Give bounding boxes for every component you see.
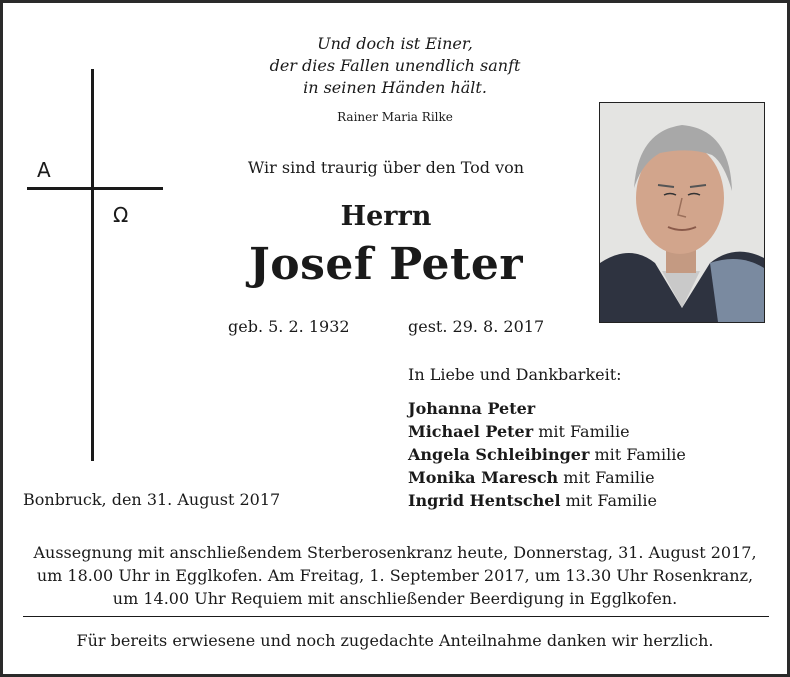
birth-date: geb. 5. 2. 1932 bbox=[228, 317, 350, 336]
salutation: Herrn bbox=[340, 201, 432, 232]
place-and-date: Bonbruck, den 31. August 2017 bbox=[23, 490, 281, 509]
service-line-1: Aussegnung mit anschließendem Sterberosenkranz heute, Donnerstag, 31. August 2017, bbox=[33, 543, 757, 562]
list-item: Ingrid Hentschel mit Familie bbox=[408, 491, 657, 510]
service-info bbox=[3, 541, 787, 610]
service-line-2: um 18.00 Uhr in Egglkofen. Am Freitag, 1. September 2017, um 13.30 Uhr Rosenkranz, bbox=[36, 566, 754, 585]
closing-thanks: Für bereits erwiesene und noch zugedachte Anteilnahme danken wir herzlich. bbox=[76, 631, 714, 650]
list-item: Johanna Peter bbox=[408, 399, 536, 418]
death-date: gest. 29. 8. 2017 bbox=[408, 317, 545, 336]
portrait-illustration bbox=[600, 103, 764, 322]
portrait-photo bbox=[599, 102, 765, 323]
quote-author: Rainer Maria Rilke bbox=[337, 110, 453, 124]
alpha-symbol: A bbox=[37, 158, 51, 182]
cross-bar bbox=[27, 187, 163, 190]
quote-line-1: Und doch ist Einer, bbox=[317, 34, 473, 53]
service-line-3: um 14.00 Uhr Requiem mit anschließender Beerdigung in Egglkofen. bbox=[112, 589, 678, 608]
list-item: Monika Maresch mit Familie bbox=[408, 468, 655, 487]
deceased-name: Josef Peter bbox=[248, 239, 524, 290]
mourners-list bbox=[408, 397, 686, 512]
list-item: Michael Peter mit Familie bbox=[408, 422, 630, 441]
mourners-intro: In Liebe und Dankbarkeit: bbox=[408, 365, 622, 384]
list-item: Angela Schleibinger mit Familie bbox=[408, 445, 686, 464]
quote-line-3: in seinen Händen hält. bbox=[303, 78, 487, 97]
divider bbox=[23, 616, 769, 617]
omega-symbol: Ω bbox=[113, 203, 129, 227]
quote-line-2: der dies Fallen unendlich sanft bbox=[269, 56, 521, 75]
intro-text: Wir sind traurig über den Tod von bbox=[247, 158, 525, 177]
